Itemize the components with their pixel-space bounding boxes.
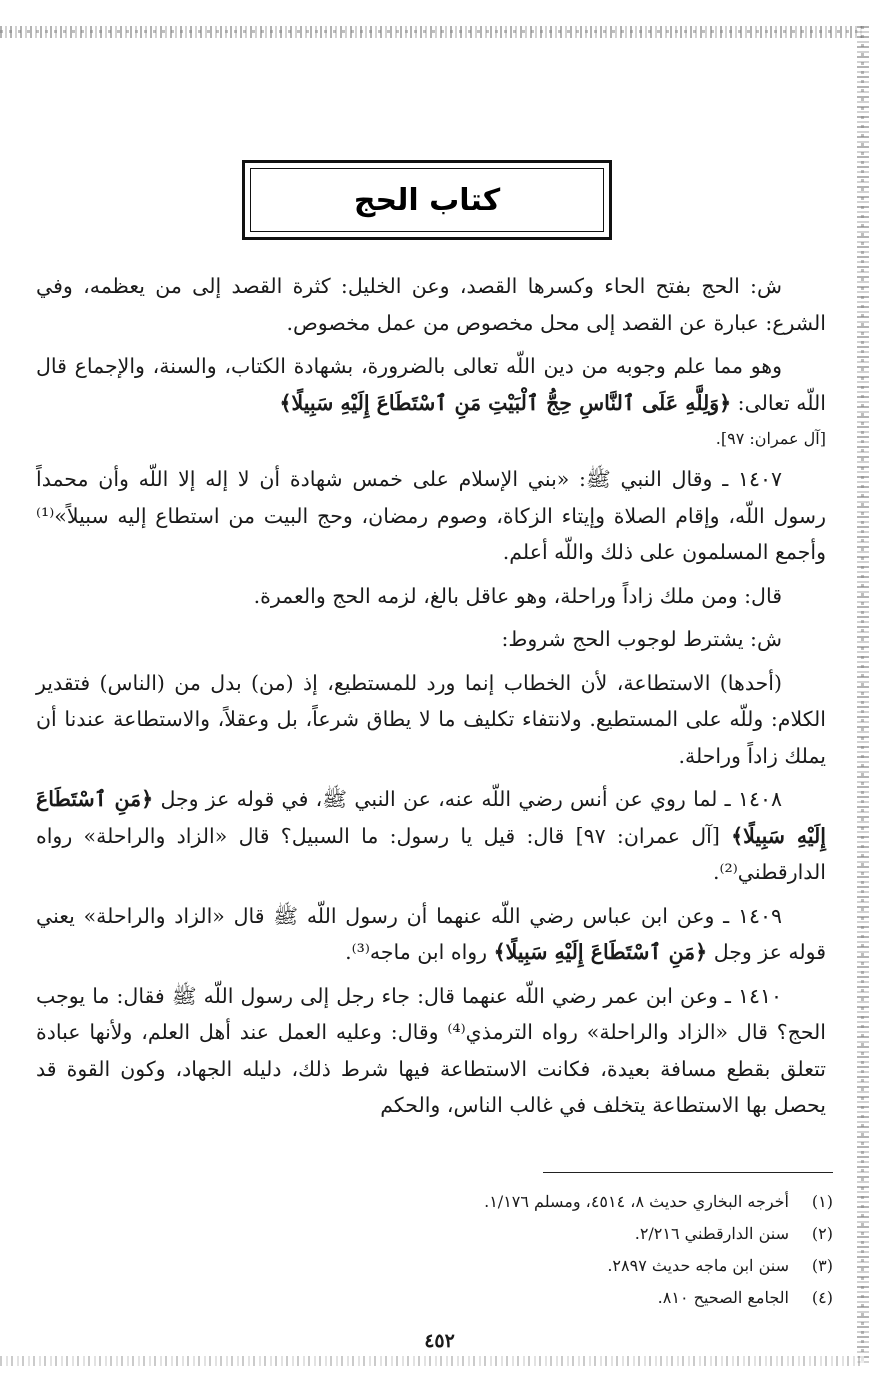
footnote-separator: [543, 1172, 833, 1173]
quran-verse: ﴿مَنِ ٱسْتَطَاعَ إِلَيْهِ سَبِيلًا﴾: [36, 787, 826, 848]
quran-verse: ﴿مَنِ ٱسْتَطَاعَ إِلَيْهِ سَبِيلًا﴾: [493, 940, 708, 964]
footnotes: [113, 1186, 833, 1314]
paragraph-conditions-heading: ش: يشترط لوجوب الحج شروط:: [501, 627, 782, 651]
hadith-1408: [36, 781, 826, 891]
hadith-1408-text-b: [آل عمران: ٩٧] قال: قيل يا رسول: ما السبيل؟ قال «الزاد والراحلة» رواه الدارقطني⁽²⁾.: [36, 823, 826, 884]
paragraph-definition: ش: الحج بفتح الحاء وكسرها القصد، وعن الخليل: كثرة القصد إلى من يعظمه، وفي الشرع: عبارة عن القصد إلى محل مخصوص من عمل مخصوص.: [36, 274, 826, 335]
footnote-text: الجامع الصحيح ٨١٠.: [657, 1288, 789, 1307]
footnote: [113, 1282, 833, 1314]
footnote-text: سنن الدارقطني ٢/٢١٦.: [634, 1224, 789, 1243]
hadith-1407: ١٤٠٧ ـ وقال النبي ﷺ: «بني الإسلام على خمس شهادة أن لا إله إلا اللّه وأن محمداً رسول اللّه، وإقام الصلاة وإيتاء الزكاة، وصوم رمضان، وحج البيت من استطاع إليه سبيلاً»⁽¹⁾ وأجمع المسلمون على ذلك واللّه أعلم.: [36, 467, 826, 564]
paragraph-first-condition: (أحدها) الاستطاعة، لأن الخطاب إنما ورد للمستطيع، إذ (من) بدل من (الناس) فتقدير الكلام: وللّه على المستطيع. ولانتفاء تكليف ما لا يطاق شرعاً، بل وعقلاً، والاستطاعة عندنا أن يملك زاداً وراحلة.: [36, 670, 826, 768]
footnote-text: أخرجه البخاري حديث ٨، ٤٥١٤، ومسلم ١/١٧٦.: [484, 1192, 789, 1211]
ornamental-border-right: [857, 26, 869, 1364]
footnote-number: (٢): [811, 1224, 833, 1243]
hadith-1409: [36, 898, 826, 971]
ornamental-border-bottom: [0, 1356, 864, 1366]
chapter-title-box: [242, 160, 612, 240]
paragraph-obligation: [36, 348, 826, 421]
hadith-1409-text-b: رواه ابن ماجه⁽³⁾.: [345, 940, 494, 964]
chapter-title: كتاب الحج: [353, 182, 501, 218]
hadith-1409-text-a: ١٤٠٩ ـ وعن ابن عباس رضي اللّه عنهما أن رسول اللّه ﷺ قال «الزاد والراحلة» يعني قوله عز وجل: [36, 903, 826, 964]
footnote-number: (٣): [811, 1256, 833, 1275]
paragraph-condition-statement: قال: ومن ملك زاداً وراحلة، وهو عاقل بالغ، لزمه الحج والعمرة.: [253, 583, 782, 608]
verse-reference: [آل عمران: ٩٧].: [715, 429, 826, 448]
quran-verse: ﴿وَلِلَّهِ عَلَى ٱلنَّاسِ حِجُّ ٱلْبَيْتِ مَنِ ٱسْتَطَاعَ إِلَيْهِ سَبِيلًا﴾: [279, 390, 732, 415]
footnote-text: سنن ابن ماجه حديث ٢٨٩٧.: [607, 1256, 789, 1275]
main-text: [36, 268, 826, 1131]
paragraph-obligation-text: وهو مما علم وجوبه من دين اللّه تعالى بالضرورة، بشهادة الكتاب، والسنة، والإجماع قال اللّه تعالى:: [36, 354, 826, 415]
page-number: ٤٥٢: [424, 1330, 455, 1352]
hadith-1410: ١٤١٠ ـ وعن ابن عمر رضي اللّه عنهما قال: جاء رجل إلى رسول اللّه ﷺ فقال: ما يوجب الحج؟ قال «الزاد والراحلة» رواه الترمذي⁽⁴⁾ وقال: وعليه العمل عند أهل العلم، ولأنها عبادة تتعلق بقطع مسافة بعيدة، فكانت الاستطاعة فيها شرط ذلك، دليله الجهاد، وكون القوة قد يحصل بها الاستطاعة يتخلف في غالب الناس، والحكم: [36, 983, 827, 1117]
footnote: [113, 1218, 833, 1250]
footnote-number: (٤): [811, 1288, 833, 1307]
footnote: [113, 1250, 833, 1282]
hadith-1408-text-a: ١٤٠٨ ـ لما روي عن أنس رضي اللّه عنه، عن النبي ﷺ، في قوله عز وجل: [153, 787, 783, 811]
ornamental-border-top: [0, 26, 864, 38]
footnote: [113, 1186, 833, 1218]
footnote-number: (١): [811, 1192, 833, 1211]
